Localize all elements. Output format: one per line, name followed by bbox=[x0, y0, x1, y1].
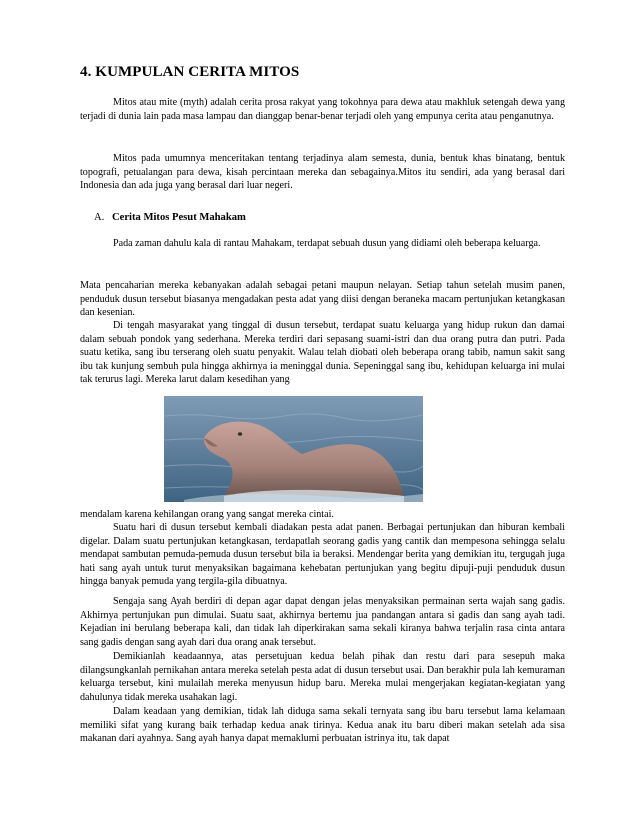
story-paragraph-7: Dalam keadaan yang demikian, tidak lah diduga sama sekali ternyata sang ibu baru tersebut lama kelamaan memiliki sifat yang kurang baik terhadap kedua anak tirinya. Kedua anak itu baru diberi makan setelah ada sisa makanan dari ayahnya. Sang ayah hanya dapat memaklumi perbuatan istrinya itu, tak dapat bbox=[80, 706, 565, 745]
story-paragraph-3-continued: mendalam karena kehilangan orang yang sangat mereka cintai. bbox=[80, 509, 334, 520]
story-paragraph-5: Sengaja sang Ayah berdiri di depan agar dapat dengan jelas menyaksikan permainan serta wajah sang gadis. Akhirnya pertunjukan pun dimulai. Suatu saat, akhirnya bertemu jua pandangan antara si gadis dan sang ayah tadi. Kejadian ini berulang beberapa kali, dan tidak lah diperkirakan sama sekali kiranya bahwa terjalin rasa cinta antara sang gadis dengan sang ayah dari dua orang anak tersebut. bbox=[80, 596, 565, 648]
section-heading bbox=[94, 212, 564, 223]
story-paragraph-6: Demikianlah keadaannya, atas persetujuan kedua belah pihak dan restu dari para sesepuh maka dilangsungkanlah pernikahan antara mereka setelah pesta adat di dusun tersebut usai. Dan berakhir pula lah kemuraman keluarga tersebut, kini mulailah mereka menyusun hidup baru. Mereka mulai mengerjakan kegiatan-kegiatan yang dahulunya tidak mereka usahakan lagi. bbox=[80, 651, 565, 703]
story-paragraph-2: Mata pencaharian mereka kebanyakan adalah sebagai petani maupun nelayan. Setiap tahun setelah musim panen, penduduk dusun tersebut biasanya mengadakan pesta adat yang diisi dengan beraneka macam pertunjukan ketangkasan dan kesenian. bbox=[80, 280, 565, 319]
document-heading: 4. KUMPULAN CERITA MITOS bbox=[80, 64, 300, 80]
pesut-dolphin-photo bbox=[164, 396, 423, 502]
story-paragraph-1: Pada zaman dahulu kala di rantau Mahakam, terdapat sebuah dusun yang didiami oleh beberapa keluarga. bbox=[113, 238, 541, 249]
story-paragraph-4: Suatu hari di dusun tersebut kembali diadakan pesta adat panen. Berbagai pertunjukan dan hiburan kembali digelar. Dalam suatu pertunjukan ketangkasan, terdapatlah seorang gadis yang cantik dan mempesona sehingga selalu mendapat sambutan pemuda-pemuda dusun tersebut bila ia beraksi. Mendengar berita yang demikian itu, tergugah juga hati sang ayah untuk turut menyaksikan bagaimana kehebatan pertunjukan yang begitu dipuji-puji penduduk dusun hingga banyak pemuda yang tergila-gila dibuatnya. bbox=[80, 522, 565, 588]
story-paragraph-3: Di tengah masyarakat yang tinggal di dusun tersebut, terdapat suatu keluarga yang hidup rukun dan damai dalam sebuah pondok yang sederhana. Mereka terdiri dari sepasang suami-istri dan dua orang putra dan putri. Pada suatu ketika, sang ibu terserang oleh suatu penyakit. Walau telah diobati oleh beberapa orang tabib, namun sakit sang ibu tak kunjung sembuh pula hingga akhirnya ia meninggal dunia. Sepeninggal sang ibu, kehidupan keluarga ini mulai tak terurus lagi. Mereka larut dalam kesedihan yang bbox=[80, 320, 565, 386]
intro-paragraph-1: Mitos atau mite (myth) adalah cerita prosa rakyat yang tokohnya para dewa atau makhluk setengah dewa yang terjadi di dunia lain pada masa lampau dan dianggap benar-benar terjadi oleh yang empunya cerita atau penganutnya. bbox=[80, 97, 565, 122]
section-title: Cerita Mitos Pesut Mahakam bbox=[112, 212, 246, 223]
section-marker: A. bbox=[94, 212, 105, 223]
intro-paragraph-2: Mitos pada umumnya menceritakan tentang terjadinya alam semesta, dunia, bentuk khas binatang, bentuk topografi, petualangan para dewa, kisah percintaan mereka dan sebagainya.Mitos itu sendiri, ada yang berasal dari Indonesia dan ada juga yang berasal dari luar negeri. bbox=[80, 153, 565, 192]
